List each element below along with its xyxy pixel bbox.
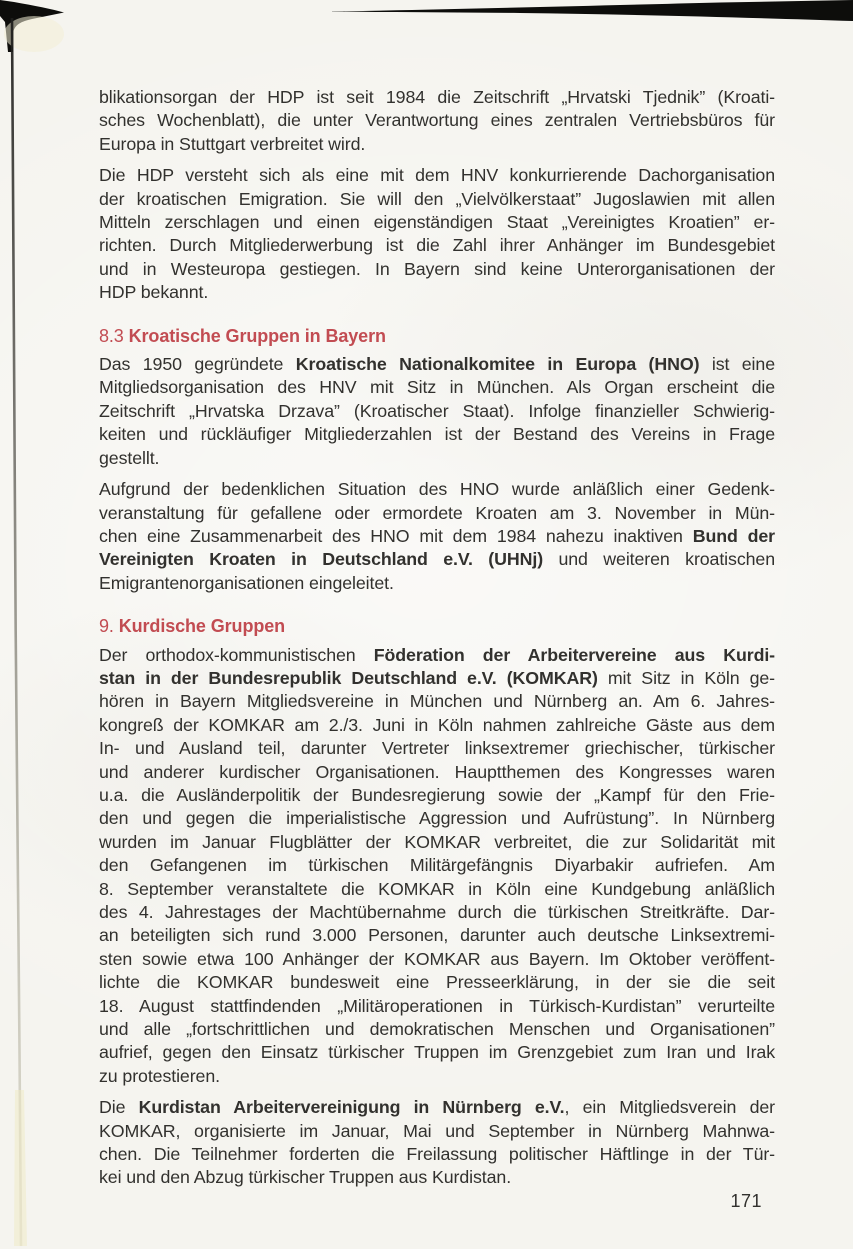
page-text [99,86,775,1198]
paragraph [99,164,775,304]
text-line: blikationsorgan der HDP ist seit 1984 die Zeitschrift „Hrvatski Tjednik” (Kroati- [99,87,775,107]
text-line: u.a. die Ausländerpolitik der Bundesregierung sowie der „Kampf für den Frie- [99,784,775,805]
text-line: 8. September veranstaltete die KOMKAR in Köln eine Kundgebung anläßlich [99,878,775,899]
paragraph [99,478,775,595]
text-line: richten. Durch Mitgliederwerbung ist die Zahl ihrer Anhänger im Bundesgebiet [99,235,775,256]
page-number: 171 [730,1191,762,1211]
text-line: an beteiligten sich rund 3.000 Personen, darunter auch deutsche Linksextremi- [99,925,775,946]
text-line: Vereinigten Kroaten in Deutschland e.V. (UHNj) und weiteren kroatischen [99,549,775,570]
scan-artifact-left-edge-icon [12,18,21,1246]
text-line: der kroatischen Emigration. Sie will den „Vielvölkerstaat” Jugoslawien mit allen [99,188,775,209]
text-line: Mitgliedsorganisation des HNV mit Sitz in München. Als Organ erscheint die [99,377,775,398]
text-line: Der orthodox-kommunistischen Föderation der Arbeitervereine aus Kurdi- [99,644,775,665]
section-title: Kroatische Gruppen in Bayern [128,325,386,346]
text-line: kei und den Abzug türkischer Truppen aus Kurdistan. [99,1167,512,1188]
paragraph [99,353,775,470]
text-line: sten sowie etwa 100 Anhänger der KOMKAR aus Bayern. Im Oktober veröffent- [99,948,775,969]
scan-artifact-left-streak-icon [14,1090,27,1246]
text-line: Aufgrund der bedenklichen Situation des HNO wurde anläßlich einer Gedenk- [99,479,775,500]
text-line: KOMKAR, organisierte im Januar, Mai und September in Nürnberg Mahnwa- [99,1120,775,1141]
text-line: keiten und rückläufiger Mitgliederzahlen ist der Bestand des Vereins in Frage [99,424,775,445]
text-line: des 4. Jahrestages der Machtübernahme durch die türkischen Streitkräfte. Dar- [99,902,775,922]
paragraph [99,644,775,1089]
text-line: aufrief, gegen den Einsatz türkischer Truppen im Grenzgebiet zum Iran und Irak [99,1042,775,1063]
scan-artifact-corner-icon [0,0,64,52]
paragraph [99,1096,775,1190]
section-heading [99,615,775,638]
section-number: 9. [99,616,119,637]
text-line: Die Kurdistan Arbeitervereinigung in Nürnberg e.V., ein Mitgliedsverein der [99,1097,775,1118]
text-line: Das 1950 gegründete Kroatische Nationalkomitee in Europa (HNO) ist eine [99,354,775,375]
text-line: lichte die KOMKAR bundesweit eine Presseerklärung, in der sie die seit [99,972,775,993]
text-line: hören in Bayern Mitgliedsvereine in München und Nürnberg an. Am 6. Jahres- [99,691,775,712]
text-line: In- und Ausland teil, darunter Vertreter linksextremer griechischer, türkischer [99,738,775,759]
text-line: veranstaltung für gefallene oder ermordete Kroaten am 3. November in Mün- [99,502,775,523]
text-line: Europa in Stuttgart verbreitet wird. [99,133,366,154]
section-heading [99,325,775,348]
text-line: HDP bekannt. [99,282,209,303]
text-line: chen. Die Teilnehmer forderten die Freilassung politischer Häftlinge in der Tür- [99,1144,775,1165]
text-line: Emigrantenorganisationen eingeleitet. [99,572,394,593]
scan-artifact-top-edge-icon [332,0,853,21]
text-line: stan in der Bundesrepublik Deutschland e.V. (KOMKAR) mit Sitz in Köln ge- [99,667,775,688]
text-line: und anderer kurdischer Organisationen. Hauptthemen des Kongresses waren [99,761,775,782]
text-line: Zeitschrift „Hrvatska Drzava” (Kroatischer Staat). Infolge finanzieller Schwierig- [99,400,775,421]
text-line: kongreß der KOMKAR am 2./3. Juni in Köln nahmen zahlreiche Gäste aus dem [99,714,775,735]
text-line: den und gegen die imperialistische Aggression und Aufrüstung”. In Nürnberg [99,808,775,829]
section-title: Kurdische Gruppen [118,616,286,637]
text-line: Die HDP versteht sich als eine mit dem HNV konkurrierende Dachorganisation [99,165,775,186]
text-line: zu protestieren. [99,1065,220,1086]
text-line: 18. August stattfindenden „Militäroperationen in Türkisch-Kurdistan” verurteilte [99,995,775,1016]
scan-artifact-corner-highlight-icon [4,16,64,52]
text-line: den Gefangenen im türkischen Militärgefängnis Diyarbakir aufriefen. Am [99,855,775,876]
text-line: Mitteln zerschlagen und einen eigenständigen Staat „Vereinigtes Kroatien” er- [99,212,775,233]
text-line: und alle „fortschrittlichen und demokratischen Menschen und Organisationen” [99,1019,775,1040]
text-line: chen eine Zusammenarbeit des HNO mit dem 1984 nahezu inaktiven Bund der [99,525,775,546]
section-number: 8.3 [99,325,129,346]
text-line: sches Wochenblatt), die unter Verantwortung eines zentralen Vertriebsbüros für [99,110,775,131]
text-line: wurden im Januar Flugblätter der KOMKAR verbreitet, die zur Solidarität mit [99,831,775,852]
text-line: gestellt. [99,447,160,468]
paragraph [99,86,775,156]
text-line: und in Westeuropa gestiegen. In Bayern sind keine Unterorganisationen der [99,258,775,279]
